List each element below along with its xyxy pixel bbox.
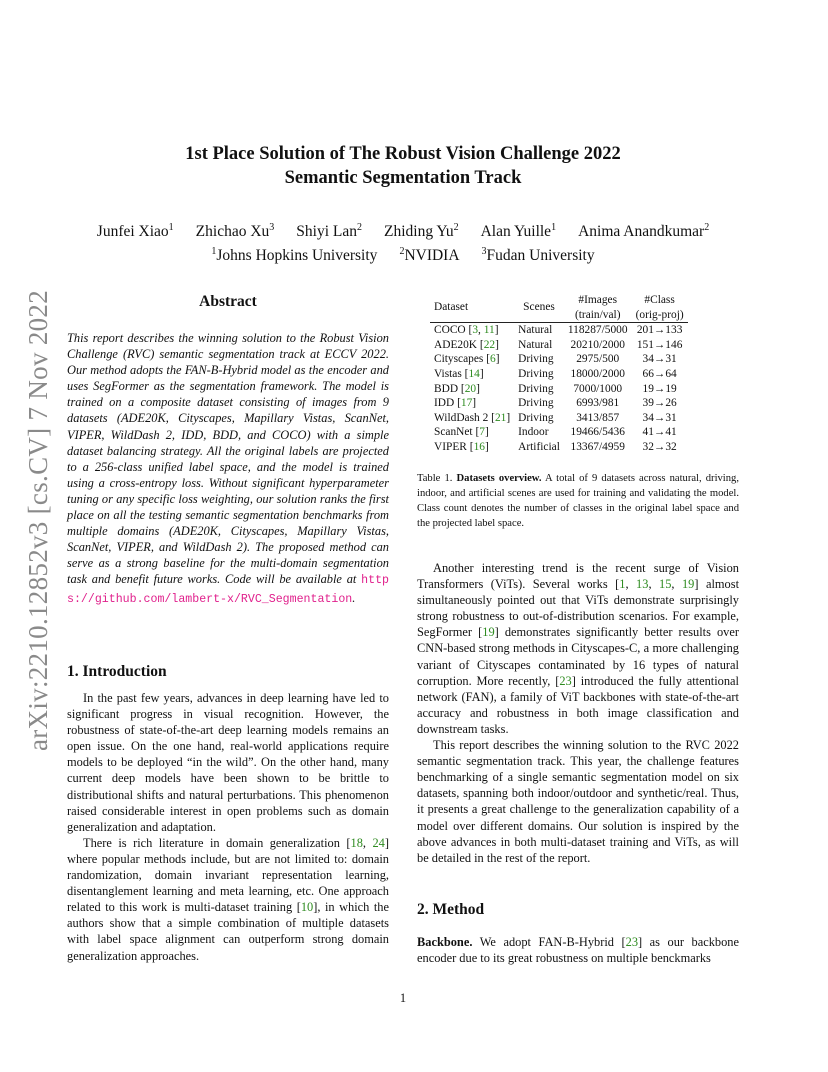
cell-scene: Driving — [518, 411, 554, 424]
column-header-scenes: Scenes — [514, 293, 564, 323]
cell-scene: Driving — [518, 382, 554, 395]
table-row — [430, 323, 688, 338]
affiliation-list — [0, 242, 806, 266]
table-body — [430, 323, 688, 455]
cell-scene: Natural — [518, 324, 553, 337]
title-line-2: Semantic Segmentation Track — [284, 168, 522, 188]
cell-dataset: VIPER [16] — [434, 440, 489, 453]
cell-dataset: COCO [3, 11] — [434, 324, 499, 337]
affiliation: $^3$Fudan University — [481, 246, 595, 265]
cell-class: 19→19 — [642, 382, 677, 395]
cell-class: 41→41 — [642, 426, 677, 439]
author: Junfei Xiao$^1$ — [96, 222, 174, 241]
table-row — [430, 425, 688, 440]
column-header-class: #Class (orig-proj) — [632, 293, 688, 323]
cell-dataset: IDD [17] — [434, 397, 477, 410]
citation-link[interactable]: 13 — [636, 577, 649, 592]
table-caption: Table 1. Datasets overview. A total of 9 datasets across natural, driving, indoor, and artificial scenes are used for training and validating the model. Class count denotes the number of classes in the original label space and the projected label space. — [417, 473, 739, 529]
author: Zhichao Xu$^3$ — [195, 222, 275, 241]
paragraph: There is rich literature in domain generalization [18, 24] where popular methods include, but are not limited to: domain randomization, domain invariant representation learning, disentanglement learning and meta learning, etc. One approach related to this work is multi-dataset training [10], in which the authors show that a simple combination of multiple datasets with label space alignment can outperform strong domain generalization approaches. — [67, 835, 389, 963]
cell-scene: Driving — [518, 353, 554, 366]
citation-link[interactable]: 16 — [473, 440, 485, 453]
paragraph: In the past few years, advances in deep learning have led to significant progress in visual recognition. However, the robustness of state-of-the-art deep learning models remains an open issue. On the one hand, real-world applications require models to be deployed “in the wild”. On the other hand, many current deep models have been shown to be brittle to distributional shifts and natural perturbations. This phenomenon raised considerable interest in open problems such as domain generalization and adaptation. — [67, 691, 389, 834]
section-heading-introduction: 1. Introduction — [67, 663, 167, 680]
citation-link[interactable]: 14 — [468, 367, 480, 380]
affiliation: $^2$NVIDIA — [399, 246, 460, 265]
cell-class: 32→32 — [642, 440, 677, 453]
arxiv-identifier-text: arXiv:2210.12852v3 [cs.CV] 7 Nov 2022 — [23, 289, 54, 751]
cell-images: 19466/5436 — [570, 426, 625, 439]
author: Zhiding Yu$^2$ — [384, 222, 459, 241]
paragraph: This report describes the winning solution to the RVC 2022 semantic segmentation track. This year, the challenge features benchmarking of a single semantic segmentation model on six datasets, spanning both indoor/outdoor and synthetic/real. Thus, it presents a great challenge to the generalization capability of a model over different domains. Our solution is inspired by the above advances in both multi-dataset training and ViTs, as will be detailed in the rest of the report. — [417, 738, 739, 865]
citation-link[interactable]: 24 — [372, 835, 385, 850]
cell-dataset: ADE20K [22] — [434, 338, 499, 351]
cell-dataset: Vistas [14] — [434, 367, 484, 380]
cell-class: 34→31 — [642, 411, 677, 424]
author: Alan Yuille$^1$ — [480, 222, 557, 241]
citation-link[interactable]: 18 — [350, 835, 363, 850]
citation-link[interactable]: 19 — [482, 625, 495, 640]
affiliation: $^1$Johns Hopkins University — [211, 246, 378, 265]
column-header-images: #Images (train/val) — [564, 293, 632, 323]
cell-scene: Driving — [518, 367, 554, 380]
cell-scene: Natural — [518, 338, 553, 351]
citation-link[interactable]: 1 — [619, 577, 626, 592]
page-number: 1 — [399, 991, 407, 1005]
table-row — [430, 411, 688, 426]
author: Shiyi Lan$^2$ — [296, 222, 362, 241]
table-row — [430, 396, 688, 411]
author: Anima Anandkumar$^2$ — [578, 222, 710, 241]
cell-class: 34→31 — [642, 353, 677, 366]
cell-class: 66→64 — [642, 367, 677, 380]
section-heading-method: 2. Method — [417, 901, 485, 918]
citation-link[interactable]: 10 — [300, 900, 314, 915]
citation-link[interactable]: 22 — [483, 338, 496, 351]
citation-link[interactable]: 20 — [464, 382, 477, 395]
citation-link[interactable]: 19 — [681, 577, 695, 592]
author-list — [0, 218, 806, 242]
method-body — [417, 934, 739, 966]
table-row — [430, 367, 688, 382]
cell-images: 3413/857 — [576, 411, 620, 424]
table-row — [430, 440, 688, 455]
author-block — [0, 218, 806, 266]
table-row — [430, 382, 688, 397]
citation-link[interactable]: 15 — [659, 577, 672, 592]
paragraph: Backbone. We adopt FAN-B-Hybrid [23] as our backbone encoder due to its great robustness on multiple benckmarks — [417, 935, 740, 966]
cell-class: 151→146 — [636, 338, 683, 351]
cell-images: 20210/2000 — [570, 338, 625, 351]
column-header-dataset: Dataset — [430, 293, 514, 323]
citation-link[interactable]: 17 — [460, 397, 473, 410]
cell-images: 118287/5000 — [567, 324, 628, 337]
introduction-body — [67, 690, 389, 964]
cell-dataset: Cityscapes [6] — [434, 353, 500, 366]
title-line-1: 1st Place Solution of The Robust Vision Challenge 2022 — [185, 144, 621, 164]
citation-link[interactable]: 6 — [490, 353, 496, 366]
cell-dataset: ScanNet [7] — [434, 426, 489, 439]
citation-link[interactable]: 7 — [479, 426, 485, 439]
cell-images: 2975/500 — [576, 353, 620, 366]
citation-link[interactable]: 23 — [625, 935, 639, 949]
code-link[interactable]: https://github.com/lambert-x/RVC_Segmentation — [67, 574, 389, 606]
abstract-body: This report describes the winning solution to the Robust Vision Challenge (RVC) semantic segmentation track at ECCV 2022. Our method adopts the FAN-B-Hybrid model as the encoder and uses SegFormer as the segmentation framework. The model is trained on a composite dataset consisting of images from 9 datasets (ADE20K, Cityscapes, Mapillary Vistas, ScanNet, VIPER, WildDash 2, IDD, BDD, and COCO) with a simple dataset balancing strategy. All the original labels are projected to a 256-class unified label space, and the model is trained using a cross-entropy loss. Without significant hyperparameter tuning or any specific loss weighting, our solution ranks the first place on all the testing semantic segmentation benchmarks from multiple domains (ADE20K, Cityscapes, Mapillary Vistas, ScanNet, VIPER, and WildDash 2). The proposed method can serve as a strong baseline for the multi-domain segmentation task and benefit future works. Code will be available at https://github.com/lambert-x/RVC_Segmentation. — [67, 331, 389, 606]
table-row — [430, 338, 688, 353]
cell-images: 7000/1000 — [573, 382, 623, 395]
citation-link[interactable]: 3 — [472, 324, 479, 337]
cell-dataset: WildDash 2 [21] — [434, 411, 511, 424]
citation-link[interactable]: 21 — [494, 411, 507, 424]
abstract-heading: Abstract — [199, 293, 257, 310]
table-row — [430, 352, 688, 367]
paper-title — [0, 142, 806, 190]
datasets-table — [430, 293, 740, 455]
cell-images: 18000/2000 — [570, 367, 625, 380]
cell-images: 6993/981 — [576, 397, 620, 410]
right-column-body — [417, 560, 739, 866]
citation-link[interactable]: 23 — [559, 673, 572, 688]
cell-class: 201→133 — [636, 324, 683, 337]
cell-scene: Artificial — [518, 440, 560, 453]
arxiv-identifier — [22, 285, 56, 755]
cell-dataset: BDD [20] — [434, 382, 480, 395]
cell-scene: Driving — [518, 397, 554, 410]
cell-scene: Indoor — [518, 426, 549, 439]
citation-link[interactable]: 11 — [483, 324, 495, 337]
cell-images: 13367/4959 — [570, 440, 625, 453]
cell-class: 39→26 — [642, 397, 677, 410]
paragraph: Another interesting trend is the recent surge of Vision Transformers (ViTs). Several works [1, 13, 15, 19] almost simultaneously pointed out that ViTs demonstrate surprisingly strong robustness to out-of-distribution scenarios. For example, SegFormer [19] demonstrates significantly better results over CNN-based strong methods in Cityscapes-C, a more challenging variant of Cityscapes contaminated by 16 types of natural corruption. More recently, [23] introduced the fully attentional network (FAN), a family of ViT backbones with state-of-the-art accuracy and robustness in both image classification and downstream tasks. — [417, 561, 740, 736]
